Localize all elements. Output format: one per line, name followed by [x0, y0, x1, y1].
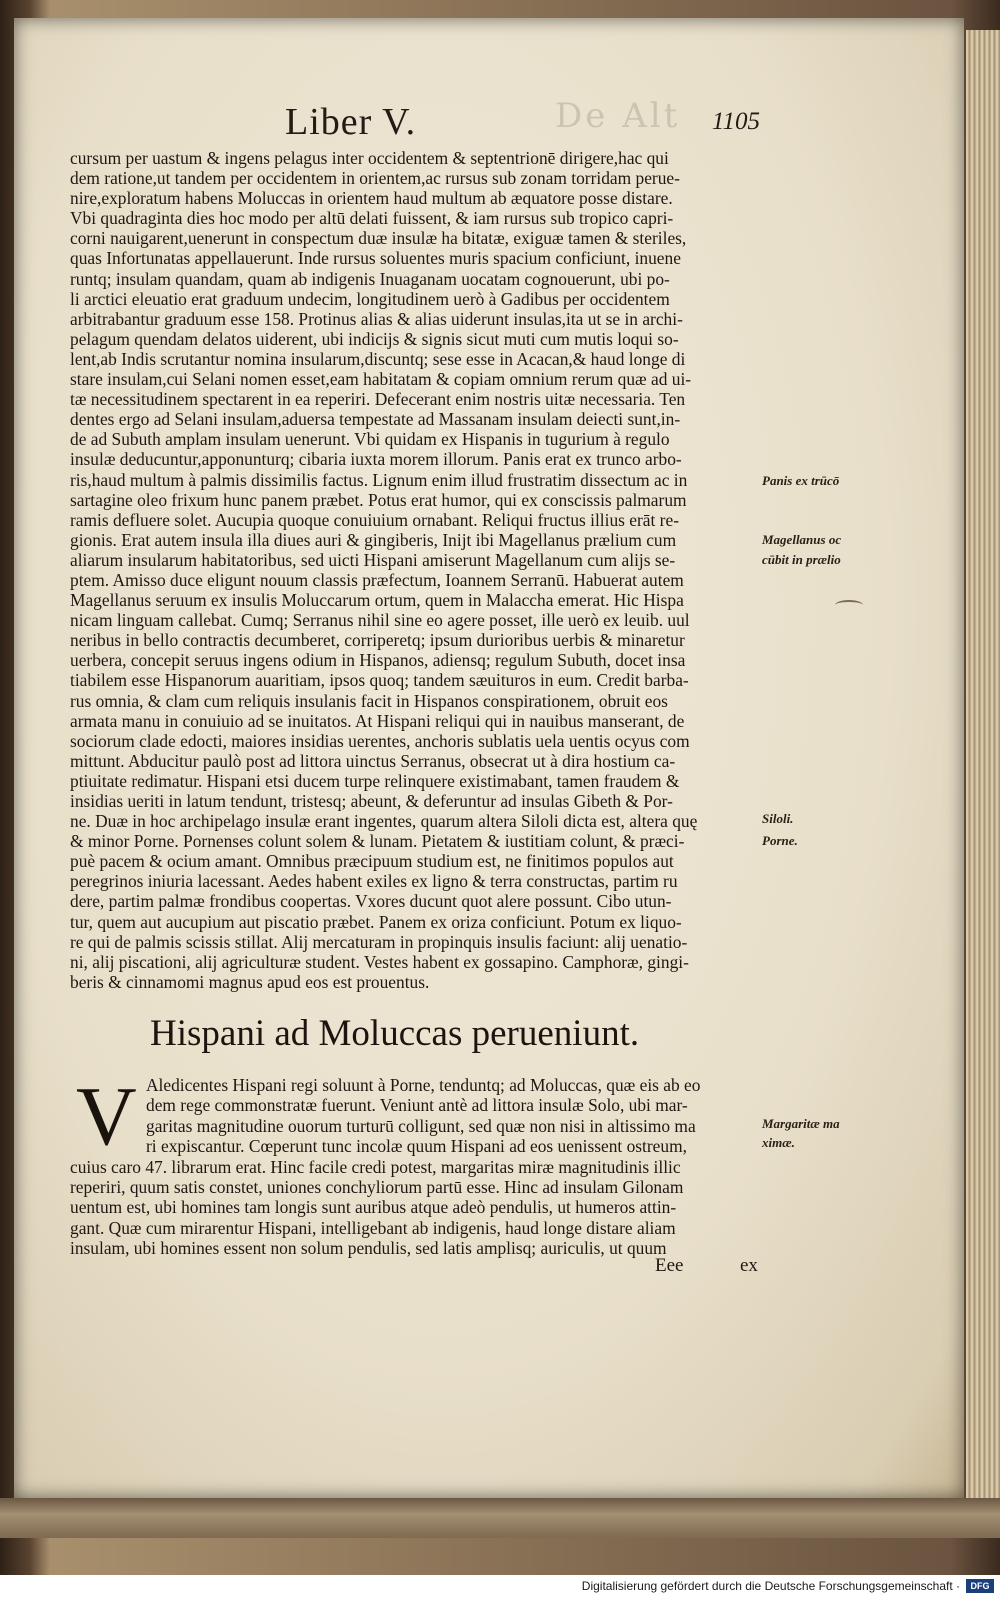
text-line: ptiuitate redimatur. Hispani etsi ducem turpe relinquere existimabant, tamen fraudem &: [70, 770, 680, 791]
text-line: dem ratione,ut tandem per occidentem in orientem,ac rursus sub zonam torridam perue-: [70, 168, 680, 189]
text-line: runtq; insulam quandam, quam ab indigenis Inuaganam uocatam cognouerunt, ubi po-: [70, 268, 670, 289]
text-line: cuius caro 47. librarum erat. Hinc facile credi potest, margaritas miræ magnitudinis illic: [70, 1156, 681, 1177]
text-line: de ad Subuth amplam insulam uenerunt. Vbi quidam ex Hispanis in tugurium à regulo: [70, 429, 670, 450]
text-line: ni, alij piscationi, alij agriculturæ student. Vestes habent ex gossapino. Camphoræ, gingi-: [70, 951, 689, 972]
text-line: arbitrabantur graduum esse 158. Protinus alias & alias uiderunt insulas,ita ut se in archi-: [70, 308, 683, 329]
text-line: stare insulam,cui Selani nomen esset,eam habitatam & copiam omnium rerum quæ ad ui-: [70, 369, 692, 390]
ink-mark: [835, 600, 863, 610]
margin-note-siloli: Siloli.: [762, 811, 794, 826]
running-title: Liber V.: [285, 101, 417, 143]
text-line: rus omnia, & clam cum reliquis insulanis facit in Hispanos conspirationem, obruit eos: [70, 690, 668, 711]
text-line: Aledicentes Hispani regi soluunt à Porne, tenduntq; ad Moluccas, quæ eis ab eo: [146, 1075, 701, 1095]
text-line: uentum est, ubi homines tam longis sunt auribus atque adeò pendulis, ut humeros attin-: [70, 1197, 677, 1218]
text-line: ne. Duæ in hoc archipelago insulæ erant ingentes, quarum altera Siloli dicta est, altera quę: [70, 811, 698, 832]
text-line: lent,ab Indis scrutantur nomina insularum,discuntq; sese esse in Acacan,& haud longe di: [70, 348, 686, 369]
text-line: gionis. Erat autem insula illa diues auri & gingiberis, Inijt ibi Magellanus prælium cum: [70, 529, 677, 550]
text-line: corni nauigarent,uenerunt in conspectum duæ insulæ ha bitatæ, exiguæ tamen & steriles,: [70, 228, 687, 249]
text-line: ri expiscantur. Cœperunt tunc incolæ quum Hispani ad eos uenissent ostreum,: [146, 1136, 687, 1157]
margin-note-margaritae-line2: ximæ.: [762, 1135, 795, 1150]
page-header: [285, 100, 760, 144]
footer-credit: Digitalisierung gefördert durch die Deutsche Forschungsgemeinschaft ·: [581, 1579, 960, 1593]
text-line: peregrinos iniuria lacessant. Aedes habent exiles ex ligno & terra constructas, partim ru: [70, 871, 678, 892]
text-line: pelagum quendam delatos uiderent, ubi indicijs & signis sicut muti cum mutis loqui so-: [70, 328, 679, 349]
section-heading: Hispani ad Moluccas perueniunt.: [150, 1013, 640, 1054]
dfg-logo: DFG: [966, 1579, 994, 1593]
text-line: tiabilem esse Hispanorum auaritiam, ipsos quoq; tandem sæuituros in eum. Credit barba-: [70, 670, 689, 691]
bleed-through-text: De Alt: [555, 96, 681, 136]
text-line: cursum per uastum & ingens pelagus inter occidentem & septentrionē dirigere,hac qui: [70, 148, 669, 168]
text-line: reperiri, quum satis constet, uniones conchyliorum partū esse. Hinc ad insulam Gilonam: [70, 1177, 684, 1198]
text-line: dem rege commonstratæ fuerunt. Veniunt antè ad littora insulæ Solo, ubi mar-: [146, 1095, 688, 1116]
text-line: garitas magnitudine ouorum turturū colligunt, sed quæ non nisi in altissimo ma: [146, 1115, 696, 1136]
signature-mark: Eee: [655, 1255, 684, 1276]
text-line: tur, quem aut aucupium aut piscatio præbet. Panem ex oriza conficiunt. Potum ex liquo-: [70, 911, 682, 932]
text-line: dentes ergo ad Selani insulam,aduersa tempestate ad Massanam insulam deiecti sunt,in-: [70, 409, 681, 430]
text-line: insulæ deducuntur,apponunturq; cibaria iuxta morem illorum. Panis erat ex trunco arbo-: [70, 449, 682, 470]
text-line: & minor Porne. Pornenses colunt solem & lunam. Pietatem & iustitiam colunt, & præci-: [70, 831, 685, 852]
footer-bar: [0, 1575, 1000, 1597]
text-line: armata manu in conuiuio ad se inuitatos. At Hispani reliqui qui in nauibus manserant, de: [70, 710, 685, 731]
folio-number: 1105: [711, 108, 760, 135]
text-line: nicam linguam callebat. Cumq; Serranus nihil sine eo agere posset, ille uerò ex leuib. uul: [70, 610, 690, 631]
text-line: sociorum clade edocti, maiores insidias uerentes, anchoris sublatis uela uentis ocyus com: [70, 730, 690, 751]
main-text-block: [70, 148, 760, 992]
text-line: neribus in bello contractis decumberet, corriperetq; ipsum durioribus uerbis & minaretur: [70, 630, 685, 651]
book-bottom-edge: [0, 1498, 1000, 1538]
text-line: li arctici eleuatio erat graduum undecim, longitudinem uerò à Gadibus per occidentem: [70, 288, 670, 309]
margin-note-porne: Porne.: [762, 833, 798, 848]
margin-note-panis: Panis ex trūcō: [762, 473, 840, 488]
margin-note-magellanus-line1: Magellanus oc: [762, 532, 842, 547]
text-line: Magellanus seruum ex insulis Moluccarum ortum, quem in Malaccha emerat. Hic Hispa: [70, 590, 684, 611]
text-line: beris & cinnamomi magnus apud eos est prouentus.: [70, 971, 430, 992]
text-line: nire,exploratum habens Moluccas in orientem haud multum ab æquatore posse distare.: [70, 188, 673, 209]
section-text-block: [70, 1070, 760, 1259]
text-line: ris,haud multum à palmis dissimilis factus. Lignum enim illud frustratim dissectum ac in: [70, 469, 688, 490]
text-line: ptem. Amisso duce eligunt nouum classis præfectum, Ioannem Serranū. Habuerat autem: [70, 569, 684, 590]
text-line: mittunt. Abducitur paulò post ad littora uinctus Serranus, obsecrat ut à dira hostium ca-: [70, 750, 676, 771]
text-line: dere, partim palmæ frondibus coopertas. Vxores ducunt quot alere possunt. Cibo utun-: [70, 891, 672, 912]
text-line: quas Infortunatas appellauerunt. Inde rursus soluentes muris spacium conficiunt, inuene: [70, 248, 681, 269]
catchword: ex: [740, 1255, 758, 1276]
text-line: ramis defluere solet. Aucupia quoque conuiuium ornabant. Reliqui fructus illius erāt re-: [70, 509, 679, 530]
text-line: insidias ueriti in latum tendunt, tristesq; abeunt, & deferuntur ad insulas Gibeth & Por-: [70, 791, 673, 811]
text-line: puè pacem & ocium amant. Omnibus præcipuum studium est, ne finitimos populos aut: [70, 851, 674, 872]
text-line: gant. Quæ cum mirarentur Hispani, intelligebant ab indigenis, haud longe distare aliam: [70, 1217, 676, 1238]
text-line: Vbi quadraginta dies hoc modo per altū delati fuissent, & iam rursus sub tropico capri-: [70, 208, 674, 229]
drop-cap: V: [76, 1070, 137, 1163]
text-line: sartagine oleo frixum hunc panem præbet. Potus erat humor, qui ex conscissis palmarum: [70, 489, 687, 510]
text-line: tæ necessitudinem spectarent in ea reperiri. Defecerant enim nostris uitæ necessaria. Ten: [70, 389, 686, 410]
text-line: uerbera, concepit seruus ingens odium in Hispanos, adiensq; regulum Subuth, docet insa: [70, 650, 686, 671]
text-line: aliarum insularum habitatoribus, sed uicti Hispani amiserunt Magellanum cum alijs se-: [70, 549, 676, 570]
text-line: insulam, ubi homines essent non solum pendulis, sed latis amplisq; auriculis, ut quum: [70, 1238, 667, 1259]
margin-note-margaritae-line1: Margaritæ ma: [762, 1116, 840, 1131]
page-edges: [966, 30, 1000, 1500]
text-line: re qui de palmis scissis stillat. Alij mercaturam in propinquis insulis faciunt: alij uenatio-: [70, 931, 688, 952]
margin-note-magellanus-line2: cūbit in prælio: [762, 552, 841, 567]
